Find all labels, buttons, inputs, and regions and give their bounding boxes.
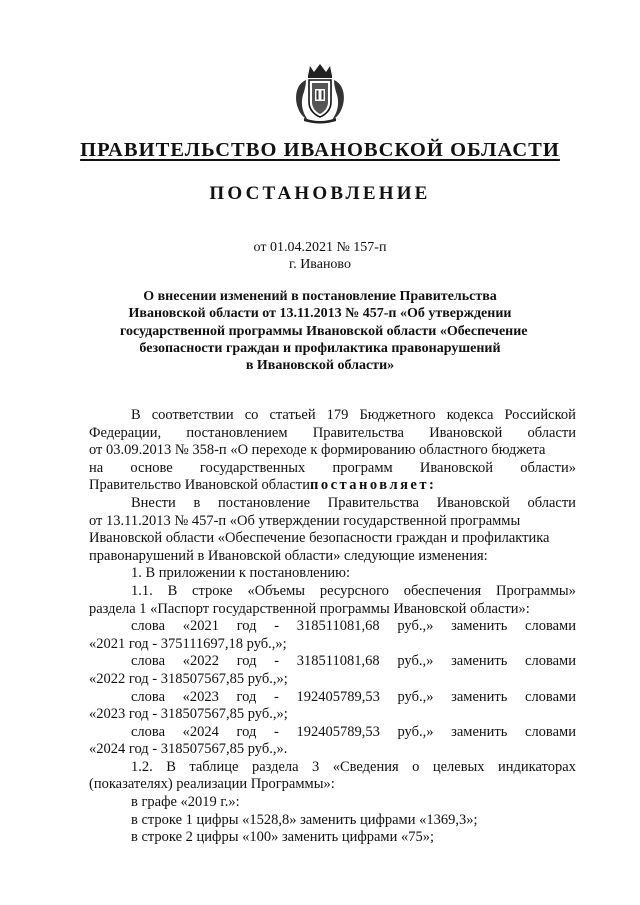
body-word: 1.1. xyxy=(131,582,153,599)
body-word: постановление xyxy=(218,494,311,511)
body-word: строке xyxy=(192,582,233,599)
body-word: «2023 xyxy=(182,688,219,705)
body-word: - xyxy=(274,653,280,670)
body-line xyxy=(89,653,576,671)
body-word: 318511081,68 xyxy=(296,653,380,670)
body-word: заменить xyxy=(451,653,508,670)
body-word: 192405789,53 xyxy=(296,688,380,705)
body-word: ресурсного xyxy=(319,582,389,599)
body-word: год xyxy=(236,618,257,635)
document-body xyxy=(89,407,576,847)
body-word: Правительства xyxy=(312,424,404,441)
body-word: статьей xyxy=(269,407,316,423)
body-word: В xyxy=(166,758,176,775)
document-date-number: от 01.04.2021 № 157-п xyxy=(253,240,387,255)
body-text: Правительство Ивановской области xyxy=(89,477,310,494)
body-word: программ xyxy=(332,459,393,476)
body-line xyxy=(89,407,576,425)
body-word: заменить xyxy=(451,618,508,635)
body-line: «2024 год - 318507567,85 руб.,». xyxy=(89,741,288,758)
body-word: «2021 xyxy=(182,618,219,635)
subject-line: безопасности граждан и профилактика правонарушений xyxy=(139,340,501,356)
body-word: - xyxy=(274,618,280,635)
body-word: 3 xyxy=(312,758,320,775)
body-line xyxy=(89,689,576,707)
body-word: Федерации, xyxy=(89,424,162,441)
subject-line: О внесении изменений в постановление Правительства xyxy=(143,289,497,304)
body-word: Ивановской xyxy=(436,494,510,511)
body-word: Ивановской xyxy=(419,459,494,476)
body-word: о xyxy=(412,758,420,775)
body-line xyxy=(89,460,576,478)
body-line xyxy=(89,724,576,742)
body-word: Бюджетного xyxy=(359,407,436,423)
body-line: (показателях) реализации Программы»: xyxy=(89,776,335,793)
coat-of-arms-icon xyxy=(292,62,348,124)
document-city: г. Иваново xyxy=(289,257,351,272)
body-word: основе xyxy=(130,459,173,476)
body-word: руб.,» xyxy=(397,723,434,740)
body-word: кодекса xyxy=(446,407,494,423)
body-word: - xyxy=(273,723,279,740)
body-word: - xyxy=(273,688,279,705)
body-word: 192405789,53 xyxy=(296,723,380,740)
body-line xyxy=(89,618,576,636)
body-word: области xyxy=(527,494,576,511)
body-line xyxy=(89,759,576,777)
body-word: Программы» xyxy=(495,582,576,599)
body-word: год xyxy=(236,688,257,705)
body-word: соответствии xyxy=(151,407,234,423)
body-word: В xyxy=(167,582,178,599)
body-word: Внести xyxy=(131,494,176,511)
body-line: Ивановской области «Обеспечение безопасности граждан и профилактика xyxy=(89,530,550,547)
body-word: руб.,» xyxy=(397,688,434,705)
body-word: раздела xyxy=(251,758,299,775)
body-line: «2022 год - 318507567,85 руб.,»; xyxy=(89,670,288,687)
body-word: словами xyxy=(525,618,576,635)
body-word: слова xyxy=(131,688,166,705)
body-line: в графе «2019 г.»: xyxy=(131,794,240,811)
body-word: словами xyxy=(525,653,576,670)
subject-line: Ивановской области от 13.11.2013 № 457-п «Об утверждении xyxy=(128,306,512,322)
body-word: целевых xyxy=(432,758,485,775)
body-word: постановлением xyxy=(186,424,288,441)
body-word: слова xyxy=(131,723,166,740)
subject-line: государственной программы Ивановской области «Обеспечение xyxy=(120,323,528,339)
body-word: «Сведения xyxy=(332,758,399,775)
body-word: год xyxy=(236,723,257,740)
body-word: обеспечения xyxy=(403,582,482,599)
body-word: 1.2. xyxy=(131,758,153,775)
body-word: Правительства xyxy=(327,494,419,511)
body-word: со xyxy=(244,407,259,423)
body-line: правонарушений в Ивановской области» следующие изменения: xyxy=(89,547,488,564)
body-word: «Объемы xyxy=(247,582,306,599)
body-word: на xyxy=(89,459,104,476)
body-word: заменить xyxy=(451,723,508,740)
body-word: В xyxy=(131,407,141,423)
body-word: Ивановской xyxy=(429,424,503,441)
body-word: словами xyxy=(525,688,576,705)
body-word: области» xyxy=(520,459,576,476)
body-word: словами xyxy=(525,723,576,740)
body-word: заменить xyxy=(451,688,508,705)
body-line: в строке 1 цифры «1528,8» заменить цифрами «1369,3»; xyxy=(131,811,478,828)
body-word: таблице xyxy=(189,758,239,775)
body-word: в xyxy=(193,494,201,511)
body-line: 1. В приложении к постановлению: xyxy=(131,565,351,582)
body-line: раздела 1 «Паспорт государственной программы Ивановской области»: xyxy=(89,600,530,617)
body-line: от 03.09.2013 № 358-п «О переходе к формированию областного бюджета xyxy=(89,442,546,459)
body-word: «2024 xyxy=(182,723,219,740)
body-word: 318511081,68 xyxy=(296,618,380,635)
body-word: руб.,» xyxy=(397,653,434,670)
body-line xyxy=(89,495,576,513)
body-word: год xyxy=(236,653,257,670)
document-subject xyxy=(120,288,528,374)
body-word: государственных xyxy=(199,459,306,476)
resolution-verb: постановляет: xyxy=(309,477,437,494)
body-word: руб.,» xyxy=(397,618,434,635)
body-word: 179 xyxy=(326,407,349,423)
body-line: от 13.11.2013 № 457-п «Об утверждении государственной программы xyxy=(89,512,521,529)
government-title: ПРАВИТЕЛЬСТВО ИВАНОВСКОЙ ОБЛАСТИ xyxy=(80,139,560,161)
body-line xyxy=(89,583,576,601)
body-line: «2023 год - 318507567,85 руб.,»; xyxy=(89,706,288,723)
body-word: области xyxy=(527,424,576,441)
subject-line: в Ивановской области» xyxy=(245,358,395,374)
body-word: Российской xyxy=(504,407,576,423)
body-word: индикаторах xyxy=(498,758,576,775)
body-line xyxy=(89,477,576,495)
body-word: «2022 xyxy=(182,653,219,670)
body-line: «2021 год - 375111697,18 руб.,»; xyxy=(89,635,287,652)
body-line xyxy=(89,425,576,443)
body-line: в строке 2 цифры «100» заменить цифрами «75»; xyxy=(131,829,435,846)
document-type: ПОСТАНОВЛЕНИЕ xyxy=(209,183,431,204)
body-word: слова xyxy=(131,618,166,635)
body-word: слова xyxy=(131,653,166,670)
